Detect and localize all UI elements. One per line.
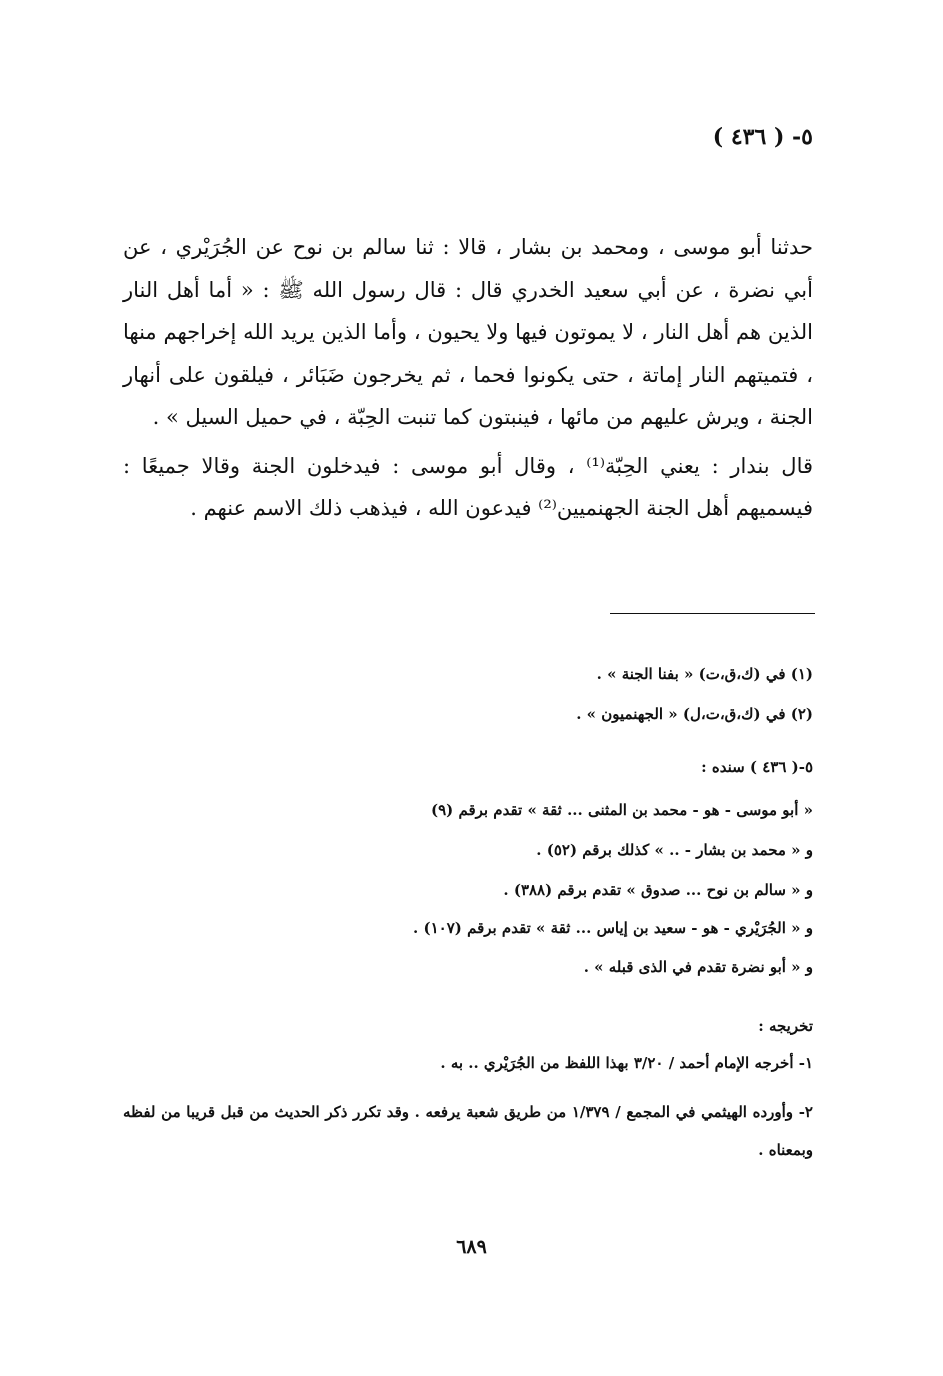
takhrij-heading: تخريجه :	[758, 1017, 813, 1035]
footnote-separator	[610, 613, 815, 614]
takhrij-item: ١- أخرجه الإمام أحمد / ٣/٢٠ بهذا اللفظ من الجُرَيْري .. به .	[440, 1054, 813, 1072]
sanad-item: و « أبو نضرة تقدم في الذى قبله » .	[583, 958, 813, 976]
sanad-item: و « محمد بن بشار - .. » كذلك برقم (٥٢) .	[536, 841, 813, 859]
sanad-item: و « سالم بن نوح ... صدوق » تقدم برقم (٣٨٨) .	[503, 881, 813, 899]
hadith-paragraph: حدثنا أبو موسى ، ومحمد بن بشار ، قالا : ثنا سالم بن نوح عن الجُرَيْري ، عن أبي نضرة ، عن أبي سعيد الخدري قال : قال رسول الله ﷺ : « أما أهل النار الذين هم أهل النار ، لا يموتون فيها ولا يحيون ، وأما الذين يريد الله إخراجهم منها ، فتميتهم النار إماتة ، حتى يكونوا فحما ، ثم يخرجون ضَبَائر ، فيلقون على أنهار الجنة ، ويرش عليهم من مائها ، فينبتون كما تنبت الحِبّة ، في حميل السيل » .	[123, 235, 813, 429]
page-number: ٦٨٩	[456, 1236, 487, 1258]
takhrij-item: ٢- وأورده الهيثمي في المجمع / ١/٣٧٩ من طريق شعبة يرفعه . وقد تكرر ذكر الحديث من قبل قريبا من لفظه وبمعناه .	[123, 1103, 813, 1159]
footnote-2: (٢) في (ك،ق،ت،ل) « الجهنميون » .	[576, 705, 813, 723]
hadith-text	[123, 226, 813, 530]
footnote-1: (١) في (ك،ق،ت) « بفنا الجنة » .	[596, 665, 813, 683]
commentary-paragraph: قال بندار : يعني الحِبّة⁽¹⁾ ، وقال أبو موسى : فيدخلون الجنة وقالا جميعًا : فيسميهم أهل الجنة الجهنميين⁽²⁾ فيدعون الله ، فيذهب ذلك الاسم عنهم .	[123, 453, 814, 520]
hadith-number-heading: ٥- ( ٤٣٦ )	[712, 124, 813, 150]
sanad-heading: ٥-( ٤٣٦ ) سنده :	[701, 758, 813, 776]
sanad-item: و « الجُرَيْري - هو - سعيد بن إياس ... ثقة » تقدم برقم (١٠٧) .	[413, 919, 813, 937]
sanad-item: « أبو موسى - هو - محمد بن المثنى ... ثقة » تقدم برقم (٩)	[430, 801, 813, 819]
